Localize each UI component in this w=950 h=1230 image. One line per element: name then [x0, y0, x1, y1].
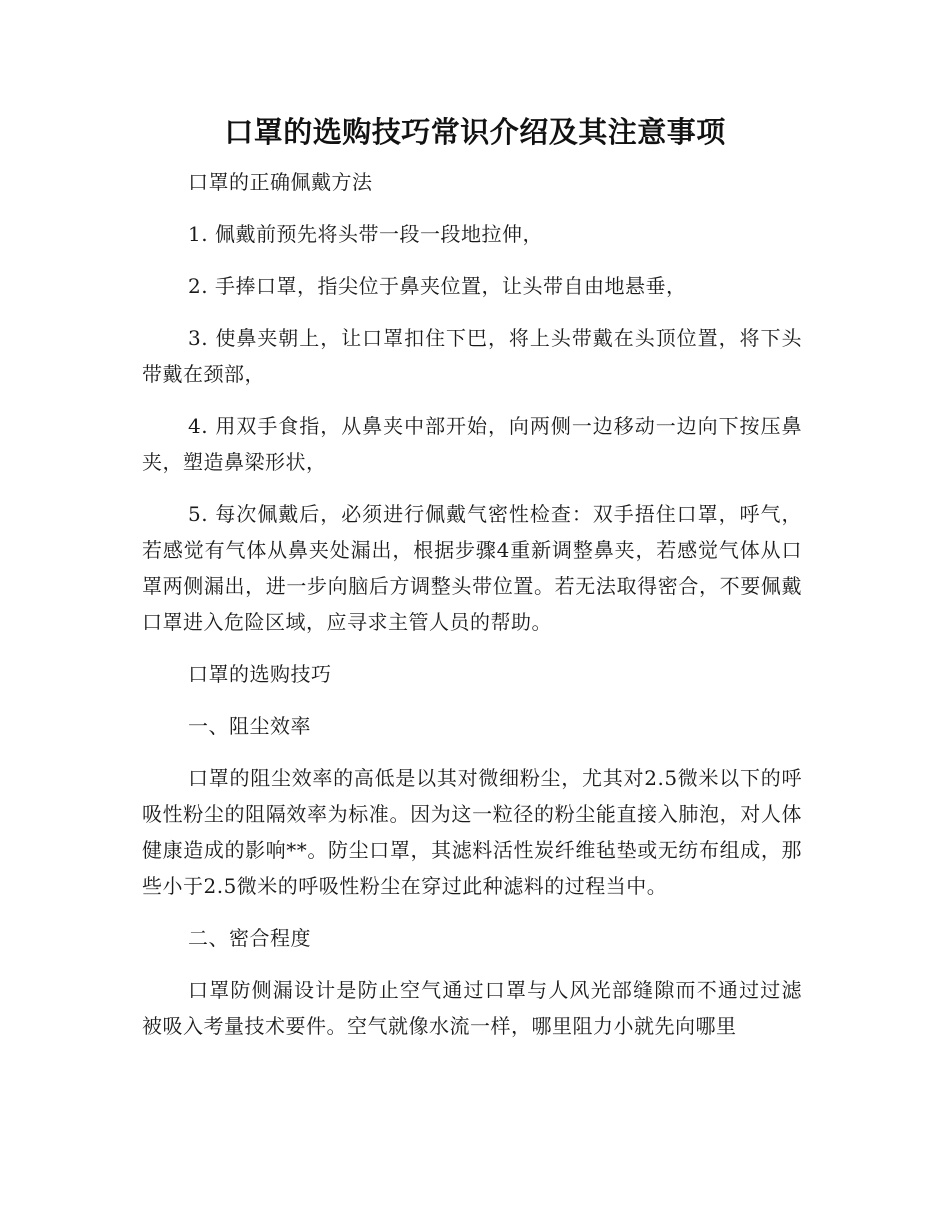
section-heading-buying: 口罩的选购技巧 — [188, 662, 332, 686]
document-body — [142, 164, 802, 1044]
subheading-seal-degree: 二、密合程度 — [188, 926, 311, 950]
step-4: 4. 用双手食指，从鼻夹中部开始，向两侧一边移动一边向下按压鼻夹，塑造鼻梁形状， — [142, 414, 802, 474]
step-2: 2. 手捧口罩，指尖位于鼻夹位置，让头带自由地悬垂， — [188, 274, 687, 298]
subheading-dust-efficiency: 一、阻尘效率 — [188, 714, 311, 738]
step-1: 1. 佩戴前预先将头带一段一段地拉伸， — [188, 222, 543, 246]
paragraph-dust-efficiency: 口罩的阻尘效率的高低是以其对微细粉尘，尤其对2.5微米以下的呼吸性粉尘的阻隔效率为标准。因为这一粒径的粉尘能直接入肺泡，对人体健康造成的影响**。防尘口罩，其滤料活性炭纤维毡垫或无纺布组成，那些小于2.5微米的呼吸性粉尘在穿过此种滤料的过程当中。 — [142, 766, 802, 898]
step-3: 3. 使鼻夹朝上，让口罩扣住下巴，将上头带戴在头顶位置，将下头带戴在颈部， — [142, 326, 802, 386]
paragraph-seal-degree: 口罩防侧漏设计是防止空气通过口罩与人风光部缝隙而不通过过滤被吸入考量技术要件。空气就像水流一样，哪里阻力小就先向哪里 — [142, 978, 802, 1038]
document-title: 口罩的选购技巧常识介绍及其注意事项 — [224, 115, 726, 149]
step-5: 5. 每次佩戴后，必须进行佩戴气密性检查：双手捂住口罩，呼气，若感觉有气体从鼻夹处漏出，根据步骤4重新调整鼻夹，若感觉气体从口罩两侧漏出，进一步向脑后方调整头带位置。若无法取得密合，不要佩戴口罩进入危险区域，应寻求主管人员的帮助。 — [142, 502, 802, 634]
section-heading-wearing: 口罩的正确佩戴方法 — [188, 170, 373, 194]
